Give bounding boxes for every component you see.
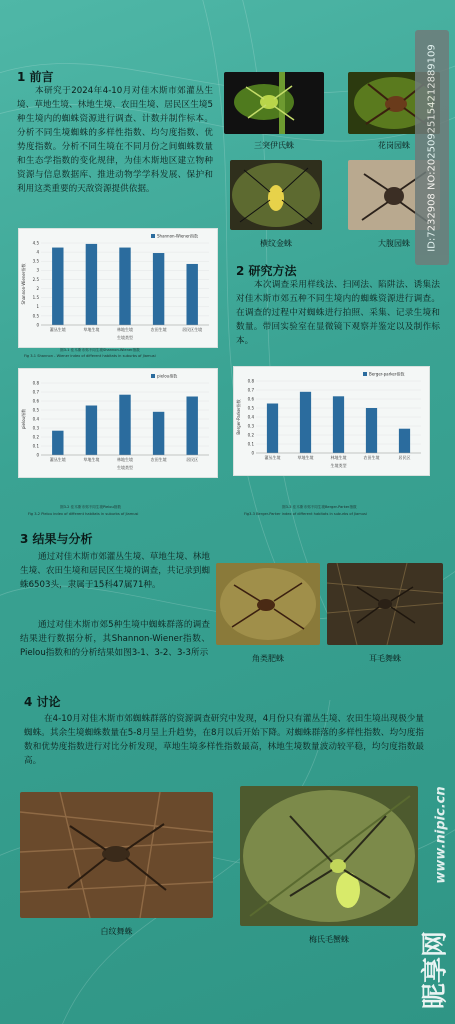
- legend-label: Shannon-Wiener指数: [157, 233, 198, 239]
- y-tick-label: 0.7: [247, 387, 254, 393]
- discussion-paragraph: 在4-10月对佳木斯市郊蜘蛛群落的资源调查研究中发现，4月份只有灌丛生境、农田生境出现极少量蜘蛛。其余生境蜘蛛数量在5-8月呈上升趋势，在8月以后开始下降。对蜘蛛群落的多样性指数、均匀度指数和优势度指数进行对比分析发现，草地生境多样性指数最高，林地生境数量波动较平稳，均匀度指数最高。: [24, 714, 424, 766]
- y-tick-label: 1: [36, 304, 39, 310]
- watermark-logo: [415, 920, 451, 1020]
- bar: [153, 253, 164, 325]
- legend-swatch: [151, 374, 155, 378]
- photo-spider-6: [327, 563, 443, 645]
- chart-panel-2: [18, 368, 218, 478]
- bar: [186, 397, 197, 456]
- photo-spider-7: [20, 792, 213, 918]
- photo-spider-8: [240, 786, 418, 926]
- legend-label: pielou指数: [157, 373, 178, 379]
- intro-paragraph: 本研究于2024年4-10月对佳木斯市郊灌丛生境、草地生境、林地生境、农田生境、居民区生境5种生境内的蜘蛛资源进行调查、计数并制作标本。分析不同生境蜘蛛的多样性指数、均匀度指数、优势度指数。分析不同生境在不同月份之间蜘蛛数量和生态学指数的变化规律，为佳木斯地区建立物种资源与信息数据库、推进动物学学科发展、保护和利用这类重要的天敌资源提供依据。: [17, 86, 213, 194]
- chart-berger-parker: [234, 367, 429, 475]
- y-tick-label: 0.3: [247, 423, 254, 429]
- x-tick-label: 农田生境: [150, 457, 167, 462]
- photo-spider-1: [224, 72, 324, 134]
- y-tick-label: 0: [251, 450, 254, 456]
- y-tick-label: 0.5: [32, 407, 39, 413]
- photo-spider-5: [216, 563, 320, 645]
- y-tick-label: 0.8: [247, 378, 254, 384]
- x-tick-label: 草地生境: [297, 455, 314, 460]
- y-tick-label: 4.5: [32, 240, 39, 246]
- x-tick-label: 农田生境: [363, 455, 380, 460]
- y-tick-label: 1.5: [32, 295, 39, 301]
- chart-shannon-wiener: [19, 229, 217, 347]
- y-tick-label: 0.8: [32, 380, 39, 386]
- y-tick-label: 0.6: [32, 398, 39, 404]
- bar: [86, 244, 97, 325]
- x-tick-label: 林地生境: [330, 455, 347, 460]
- legend-swatch: [363, 372, 367, 376]
- bar: [333, 396, 344, 453]
- watermark-id-text: ID:7232908 NO:20250925154212889109: [426, 43, 438, 252]
- watermark-id-banner: [415, 30, 449, 265]
- y-tick-label: 0.5: [32, 313, 39, 319]
- x-tick-label: 居民区: [398, 455, 411, 460]
- x-tick-label: 居民区生境: [182, 327, 203, 332]
- photo-label-5: 角类肥蛛: [252, 654, 284, 663]
- photo-label-8: 梅氏毛蟹蛛: [309, 935, 349, 944]
- results-paragraph-2: 通过对佳木斯市郊5种生境中蜘蛛群落的调查结果进行数据分析，其Shannon-Wiener指数、Pielou指数和的分析结果如图3-1、3-2、3-3所示: [20, 620, 210, 658]
- chart-panel-1: [18, 228, 218, 348]
- bar: [52, 248, 63, 325]
- bar: [119, 248, 130, 325]
- x-axis-label: 生境类型: [330, 463, 347, 468]
- section-heading-discussion: 4 讨论: [24, 695, 61, 709]
- x-tick-label: 农田生境: [150, 327, 167, 332]
- y-tick-label: 2.5: [32, 276, 39, 282]
- photo-label-6: 耳毛舞蛛: [369, 654, 401, 663]
- y-tick-label: 0.4: [32, 416, 39, 422]
- bar: [119, 395, 130, 455]
- bar: [186, 264, 197, 325]
- watermark-url: [431, 760, 451, 910]
- watermark-logo-text: 昵享网: [420, 930, 451, 1010]
- x-tick-label: 灌丛生境: [49, 327, 66, 332]
- chart-pielou: [19, 369, 217, 477]
- y-tick-label: 0: [36, 322, 39, 328]
- section-heading-results: 3 结果与分析: [20, 532, 93, 546]
- results-paragraph-1: 通过对佳木斯市郊灌丛生境、草地生境、林地生境、农田生境和居民区生境的调查，共记录到蜘蛛6503头，隶属于15科47属71种。: [20, 552, 210, 590]
- x-tick-label: 林地生境: [117, 457, 133, 462]
- chart-3-caption-en: Fig3-3 Berger-Parker index of different habitats in suburbs of Jiamusi: [244, 512, 367, 516]
- legend-swatch: [151, 234, 155, 238]
- chart-1-caption-cn: 图3-1 佳木斯市郊不同生境Shannon-Wiener指数: [60, 348, 140, 352]
- bar: [300, 392, 311, 453]
- x-axis-label: 生境类型: [117, 465, 133, 470]
- photo-label-7: 白纹舞蛛: [100, 927, 133, 936]
- y-tick-label: 2: [36, 285, 39, 291]
- y-axis-label: Berger-Parker指数: [236, 399, 241, 435]
- x-tick-label: 草地生境: [83, 457, 100, 462]
- photo-label-4: 大腹园蛛: [378, 239, 410, 248]
- x-tick-label: 林地生境: [117, 327, 133, 332]
- section-heading-intro: 1 前言: [17, 70, 54, 84]
- y-tick-label: 3.5: [32, 258, 39, 264]
- chart-panel-3: [233, 366, 430, 476]
- bar: [86, 406, 97, 456]
- y-tick-label: 0.4: [247, 414, 254, 420]
- x-tick-label: 灌丛生境: [49, 457, 66, 462]
- photo-label-3: 横纹金蛛: [260, 239, 292, 248]
- bar: [153, 412, 164, 455]
- methods-paragraph: 本次调查采用样线法、扫网法、陷阱法、诱集法对佳木斯市郊五种不同生境内的蜘蛛资源进行调查。在调查的过程中对蜘蛛进行拍照、采集、记录生境和数量。带回实验室在显微镜下观察并鉴定以及制作标本。: [236, 280, 440, 346]
- y-tick-label: 4: [36, 249, 39, 255]
- x-tick-label: 灌丛生境: [264, 455, 281, 460]
- chart-2-caption-cn: 图3-2 佳木斯市郊不同生境Pielou指数: [60, 505, 121, 509]
- y-tick-label: 0.6: [247, 396, 254, 402]
- watermark-url-text: www.nipic.cn: [433, 786, 449, 884]
- photo-label-2: 花岗园蛛: [378, 141, 410, 150]
- y-axis-label: Shannon-Wiener指数: [21, 263, 26, 305]
- y-tick-label: 3: [36, 267, 39, 273]
- y-axis-label: pielou指数: [21, 408, 26, 430]
- section-heading-methods: 2 研究方法: [236, 264, 297, 278]
- bar: [366, 408, 377, 453]
- y-tick-label: 0.3: [32, 425, 39, 431]
- y-tick-label: 0.7: [32, 389, 39, 395]
- y-tick-label: 0.2: [32, 434, 39, 440]
- chart-1-caption-en: Fig 3-1 Shannon - Wiener index of different habitats in suburbs of Jiamusi: [24, 354, 156, 358]
- chart-3-caption-cn: 图3-3 佳木斯市郊不同生境Berger-Parker指数: [282, 505, 357, 509]
- y-tick-label: 0.1: [32, 443, 39, 449]
- bar: [52, 431, 63, 455]
- photo-spider-3: [230, 160, 322, 230]
- chart-2-caption-en: Fig 3-2 Pielou index of different habitats in suburbs of Jiamusi: [28, 512, 139, 516]
- y-tick-label: 0.1: [247, 441, 254, 447]
- y-tick-label: 0.5: [247, 405, 254, 411]
- bar: [399, 429, 410, 453]
- x-tick-label: 草地生境: [83, 327, 100, 332]
- x-tick-label: 居民区: [186, 457, 199, 462]
- photo-label-1: 三突伊氏蛛: [254, 141, 294, 150]
- legend-label: Berger-parker指数: [369, 371, 405, 377]
- bar: [267, 404, 278, 454]
- x-axis-label: 生境类型: [117, 335, 133, 340]
- y-tick-label: 0.2: [247, 432, 254, 438]
- y-tick-label: 0: [36, 452, 39, 458]
